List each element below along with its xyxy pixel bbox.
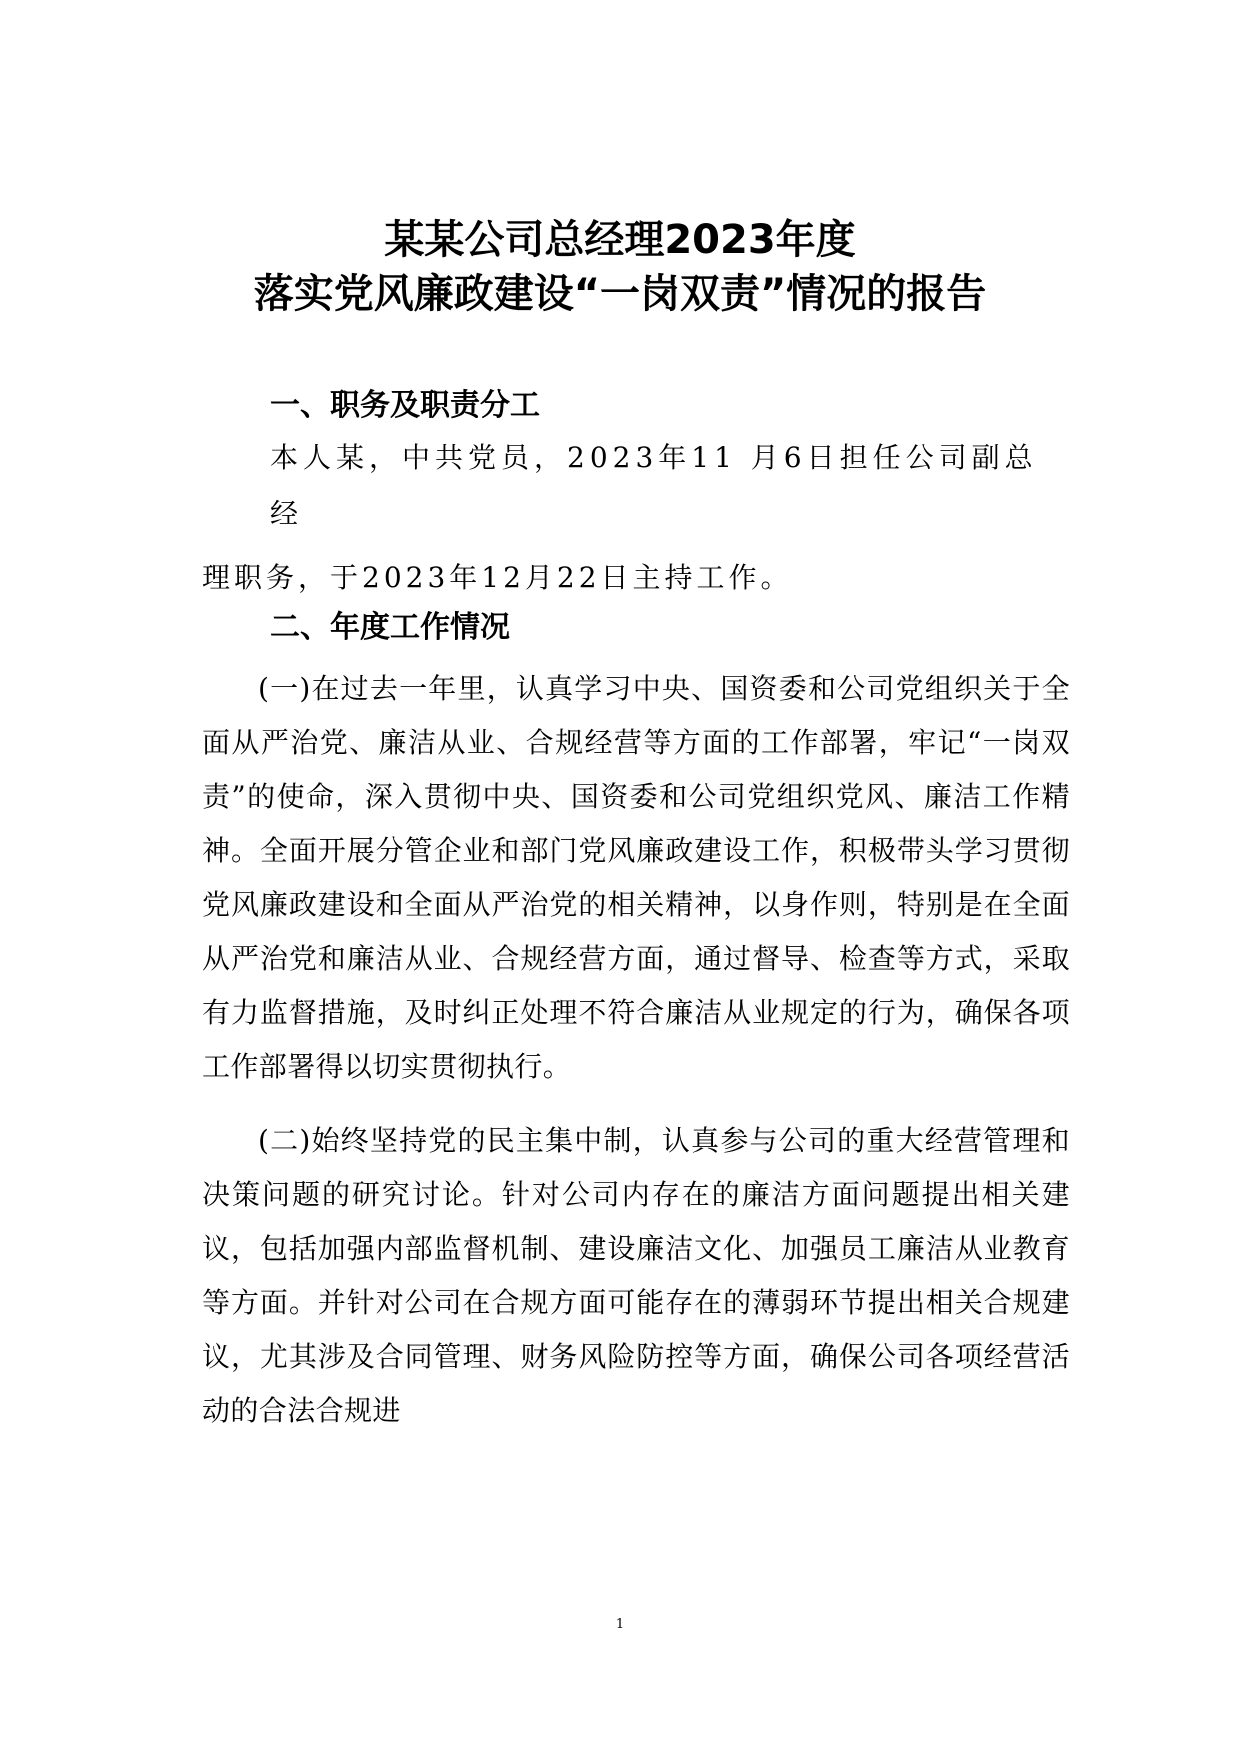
page-number: 1	[615, 1617, 625, 1632]
section-heading-annual-work: 二、年度工作情况	[270, 610, 510, 645]
duties-text-line-3: 理职务，于2023年12月22日主持工作。	[202, 561, 793, 594]
document-title-line-1: 某某公司总经理2023年度	[384, 217, 856, 263]
duties-text-line-1: 本人某，中共党员，2023年11 月6日担任公司副总	[270, 441, 1038, 474]
annual-work-paragraph-1: (一)在过去一年里，认真学习中央、国资委和公司党组织关于全面从严治党、廉洁从业、合规经营等方面的工作部署，牢记“一岗双责”的使命，深入贯彻中央、国资委和公司党组织党风、廉洁工作精神。全面开展分管企业和部门党风廉政建设工作，积极带头学习贯彻党风廉政建设和全面从严治党的相关精神，以身作则，特别是在全面从严治党和廉洁从业、合规经营方面，通过督导、检查等方式，采取有力监督措施，及时纠正处理不符合廉洁从业规定的行为，确保各项工作部署得以切实贯彻执行。	[202, 672, 1070, 1083]
document-title-line-2: 落实党风廉政建设“一岗双责”情况的报告	[253, 271, 987, 317]
annual-work-paragraph-2: (二)始终坚持党的民主集中制，认真参与公司的重大经营管理和决策问题的研究讨论。针对公司内存在的廉洁方面问题提出相关建议，包括加强内部监督机制、建设廉洁文化、加强员工廉洁从业教育等方面。并针对公司在合规方面可能存在的薄弱环节提出相关合规建议，尤其涉及合同管理、财务风险防控等方面，确保公司各项经营活动的合法合规进	[202, 1124, 1070, 1427]
duties-text-line-2: 经	[270, 497, 299, 530]
section-heading-duties: 一、职务及职责分工	[270, 388, 540, 423]
